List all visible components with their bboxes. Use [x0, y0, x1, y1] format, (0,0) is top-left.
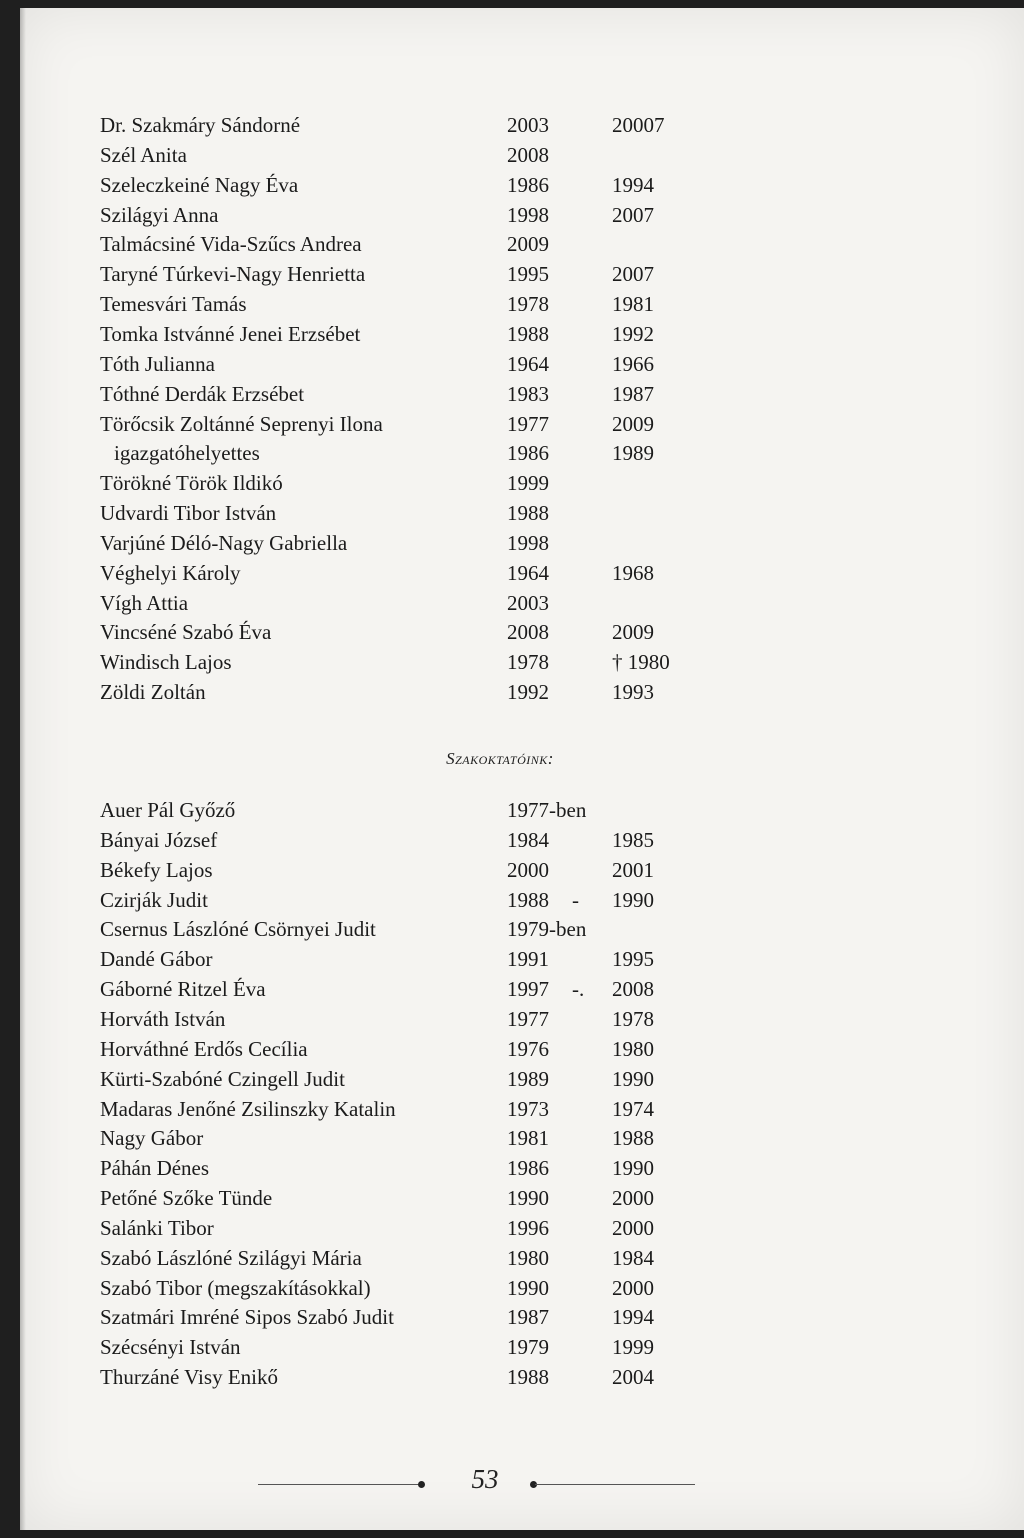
person-name: Dr. Szakmáry Sándorné — [100, 113, 301, 137]
start-year: 2008 — [507, 620, 549, 645]
start-year: 1996 — [507, 1215, 549, 1240]
person-name: Szatmári Imréné Sipos Szabó Judit — [100, 1305, 394, 1330]
list-row — [20, 289, 1024, 319]
list-row — [20, 1213, 1024, 1243]
list-row — [20, 140, 1024, 170]
person-name: Horváthné Erdős Cecília — [100, 1036, 308, 1061]
range-dash: - — [572, 887, 579, 912]
end-year: 1990 — [612, 1156, 654, 1181]
end-year: † 1980 — [612, 650, 670, 675]
person-name: Salánki Tibor — [100, 1215, 214, 1240]
page-number: 53 — [471, 1464, 499, 1494]
start-year: 1979-ben — [507, 917, 587, 942]
start-year: 1988 — [507, 887, 549, 912]
person-name: Windisch Lajos — [100, 650, 232, 675]
end-year: 1999 — [612, 1335, 654, 1360]
start-year: 1997 — [507, 977, 549, 1002]
range-dash: -. — [572, 977, 585, 1002]
person-name: Petőné Szőke Tünde — [100, 1186, 273, 1211]
start-year: 1978 — [507, 292, 549, 317]
start-year: 1998 — [507, 530, 549, 555]
person-name: Csernus Lászlóné Csörnyei Judit — [100, 917, 376, 942]
end-year: 2008 — [612, 977, 654, 1002]
person-name: Talmácsiné Vida-Szűcs Andrea — [100, 232, 362, 257]
person-name: Vincséné Szabó Éva — [100, 620, 272, 645]
end-year: 2009 — [612, 620, 654, 645]
end-year: 2000 — [612, 1215, 654, 1240]
person-name: Taryné Túrkevi-Nagy Henrietta — [100, 262, 366, 287]
list-row — [20, 677, 1024, 707]
start-year: 1977 — [507, 411, 549, 436]
start-year: 1990 — [507, 1186, 549, 1211]
list-row — [20, 974, 1024, 1004]
start-year: 1990 — [507, 1275, 549, 1300]
list-row — [20, 229, 1024, 259]
list-row — [20, 1153, 1024, 1183]
end-year: 1994 — [612, 172, 654, 197]
person-name: Varjúné Déló-Nagy Gabriella — [100, 530, 348, 555]
end-year: 1993 — [612, 680, 654, 705]
end-year: 1980 — [612, 1036, 654, 1061]
list-row — [20, 528, 1024, 558]
start-year: 1984 — [507, 827, 549, 852]
list-row — [20, 647, 1024, 677]
end-year: 2009 — [612, 411, 654, 436]
end-year: 20007 — [612, 113, 665, 137]
start-year: 1978 — [507, 650, 549, 675]
book-page — [20, 8, 1024, 1530]
end-year: 2001 — [612, 857, 654, 882]
start-year: 1981 — [507, 1126, 549, 1151]
person-name: Gáborné Ritzel Éva — [100, 977, 266, 1002]
footer-bullet-left — [418, 1481, 425, 1488]
end-year: 2000 — [612, 1275, 654, 1300]
start-year: 2000 — [507, 857, 549, 882]
person-name: Tóth Julianna — [100, 351, 215, 376]
start-year: 1976 — [507, 1036, 549, 1061]
start-year: 1987 — [507, 1305, 549, 1330]
end-year: 1984 — [612, 1245, 654, 1270]
list-row — [20, 1362, 1024, 1392]
list-row — [20, 1123, 1024, 1153]
person-name: Szécsényi István — [100, 1335, 241, 1360]
list-row — [20, 200, 1024, 230]
list-row — [20, 885, 1024, 915]
start-year: 1988 — [507, 1365, 549, 1390]
end-year: 1995 — [612, 947, 654, 972]
person-name: Törőcsik Zoltánné Seprenyi Ilona — [100, 411, 383, 436]
list-row — [20, 498, 1024, 528]
person-name: Törökné Török Ildikó — [100, 471, 283, 496]
start-year: 1977-ben — [507, 798, 587, 822]
section-heading: Szakoktatóink: — [446, 749, 554, 768]
person-name: Szilágyi Anna — [100, 202, 219, 227]
person-name: Auer Pál Győző — [100, 798, 236, 822]
start-year: 1986 — [507, 172, 549, 197]
end-year: 1992 — [612, 321, 654, 346]
start-year: 1973 — [507, 1096, 549, 1121]
list-row — [20, 1004, 1024, 1034]
start-year: 1977 — [507, 1006, 549, 1031]
end-year: 1978 — [612, 1006, 654, 1031]
list-row — [20, 588, 1024, 618]
list-row — [20, 259, 1024, 289]
person-name: Czirják Judit — [100, 887, 208, 912]
person-name: Tóthné Derdák Erzsébet — [100, 381, 305, 406]
start-year: 1995 — [507, 262, 549, 287]
end-year: 1968 — [612, 560, 654, 585]
person-name: Bányai József — [100, 827, 218, 852]
end-year: 1987 — [612, 381, 654, 406]
person-name: Szabó Tibor (megszakításokkal) — [100, 1275, 371, 1300]
end-year: 1988 — [612, 1126, 654, 1151]
list-row — [20, 1094, 1024, 1124]
list-row — [20, 1332, 1024, 1362]
end-year: 1985 — [612, 827, 654, 852]
start-year: 2009 — [507, 232, 549, 257]
end-year: 2007 — [612, 202, 654, 227]
list-row — [20, 825, 1024, 855]
start-year: 1988 — [507, 321, 549, 346]
list-row — [20, 558, 1024, 588]
start-year: 2008 — [507, 142, 549, 167]
list-row — [20, 795, 1024, 825]
person-name: Temesvári Tamás — [100, 292, 247, 317]
start-year: 2003 — [507, 590, 549, 615]
person-name: Madaras Jenőné Zsilinszky Katalin — [100, 1096, 396, 1121]
person-name: Vígh Attia — [100, 590, 189, 615]
list-row — [20, 170, 1024, 200]
list-row — [20, 1064, 1024, 1094]
start-year: 1998 — [507, 202, 549, 227]
end-year: 1966 — [612, 351, 654, 376]
start-year: 1986 — [507, 441, 549, 466]
footer-rule-right — [535, 1484, 695, 1485]
end-year: 1994 — [612, 1305, 654, 1330]
list-row — [20, 468, 1024, 498]
person-name: Szabó Lászlóné Szilágyi Mária — [100, 1245, 362, 1270]
list-row — [20, 110, 1024, 140]
list-row — [20, 319, 1024, 349]
list-row — [20, 1243, 1024, 1273]
person-name: Dandé Gábor — [100, 947, 213, 972]
start-year: 1992 — [507, 680, 549, 705]
list-row — [20, 617, 1024, 647]
end-year: 1989 — [612, 441, 654, 466]
list-row — [20, 1273, 1024, 1303]
list-row — [20, 1302, 1024, 1332]
person-role: igazgatóhelyettes — [114, 441, 260, 466]
footer-rule-left — [258, 1484, 420, 1485]
end-year: 1990 — [612, 1066, 654, 1091]
person-name: Horváth István — [100, 1006, 226, 1031]
person-name: Páhán Dénes — [100, 1156, 210, 1181]
list-row — [20, 855, 1024, 885]
start-year: 1991 — [507, 947, 549, 972]
end-year: 1981 — [612, 292, 654, 317]
list-row — [20, 379, 1024, 409]
person-name: Szél Anita — [100, 142, 187, 167]
end-year: 1990 — [612, 887, 654, 912]
person-name: Thurzáné Visy Enikő — [100, 1365, 278, 1390]
person-name: Békefy Lajos — [100, 857, 213, 882]
list-row — [20, 409, 1024, 439]
start-year: 1964 — [507, 560, 549, 585]
end-year: 2004 — [612, 1365, 654, 1390]
start-year: 1979 — [507, 1335, 549, 1360]
person-name: Tomka Istvánné Jenei Erzsébet — [100, 321, 361, 346]
start-year: 1980 — [507, 1245, 549, 1270]
person-name: Nagy Gábor — [100, 1126, 204, 1151]
list-row — [20, 1183, 1024, 1213]
end-year: 2000 — [612, 1186, 654, 1211]
list-row — [20, 1034, 1024, 1064]
start-year: 2003 — [507, 113, 549, 137]
start-year: 1983 — [507, 381, 549, 406]
start-year: 1989 — [507, 1066, 549, 1091]
start-year: 1988 — [507, 501, 549, 526]
start-year: 1986 — [507, 1156, 549, 1181]
start-year: 1964 — [507, 351, 549, 376]
person-name: Kürti-Szabóné Czingell Judit — [100, 1066, 345, 1091]
list-row — [20, 944, 1024, 974]
end-year: 2007 — [612, 262, 654, 287]
start-year: 1999 — [507, 471, 549, 496]
person-name: Zöldi Zoltán — [100, 680, 206, 705]
person-name: Véghelyi Károly — [100, 560, 241, 585]
person-name: Szeleczkeiné Nagy Éva — [100, 172, 299, 197]
list-row — [20, 349, 1024, 379]
person-name: Udvardi Tibor István — [100, 501, 277, 526]
end-year: 1974 — [612, 1096, 654, 1121]
list-row — [20, 914, 1024, 944]
list-row — [20, 438, 1024, 468]
